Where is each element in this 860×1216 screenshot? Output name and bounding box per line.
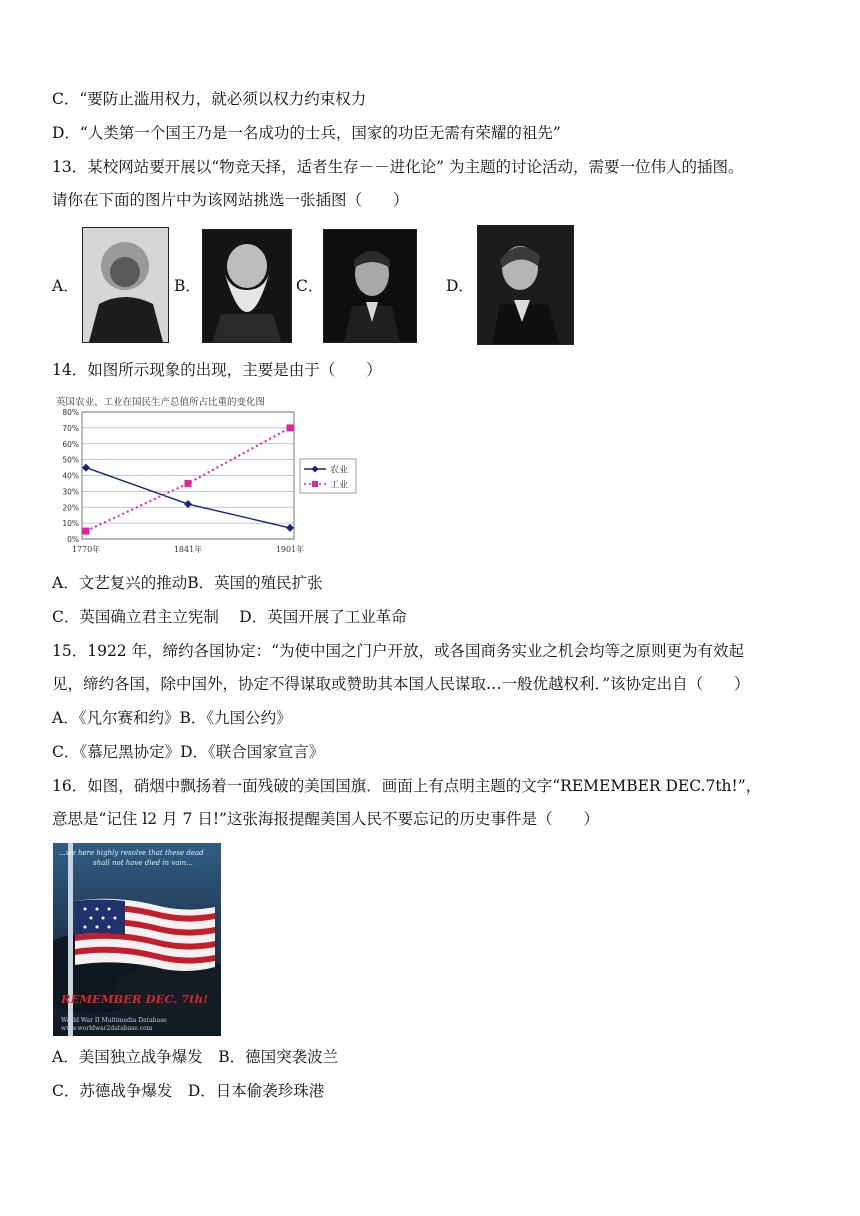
- poster-headline: REMEMBER DEC. 7th!: [61, 992, 209, 1006]
- poster-credit-line2: www.worldwar2database.com: [61, 1025, 153, 1032]
- poster-quote-line2: shall not have died in vain...: [93, 859, 193, 867]
- q13-label-c: C．: [296, 277, 324, 295]
- q14-options-ab: A．文艺复兴的推动B．英国的殖民扩张: [52, 574, 323, 592]
- q15-stem-line1: 15．1922 年，缔约各国协定：“为使中国之门户开放，或各国商务实业之机会均等之原则更为有效起: [52, 642, 745, 660]
- chart-title: 英国农业、工业在国民生产总值所占比重的变化图: [56, 397, 266, 408]
- q13-label-a: A．: [52, 277, 79, 295]
- q15-options-cd: C．《慕尼黑协定》D．《联合国家宣言》: [52, 743, 325, 761]
- q12-option-d: D．“人类第一个国王乃是一名成功的士兵，国家的功臣无需有荣耀的祖先”: [52, 124, 561, 142]
- chart-point: [185, 480, 192, 487]
- chart-x-tick-label: 1901年: [275, 545, 305, 554]
- chart-series-line-2: [86, 428, 290, 531]
- portrait-a-image: [82, 227, 169, 343]
- q14-stem: 14．如图所示现象的出现，主要是由于（ ）: [52, 361, 382, 379]
- q13-label-b: B．: [174, 277, 201, 295]
- portrait-d-image: [477, 225, 574, 345]
- chart-y-tick-label: 50%: [62, 455, 79, 465]
- q15-stem-line2: 见，缔约各国，除中国外，协定不得谋取或赞助其本国人民谋取…一般优越权利．”该协定出自（ ）: [52, 675, 750, 693]
- chart-y-tick-label: 20%: [62, 503, 79, 513]
- chart-x-tick-label: 1770年: [71, 545, 101, 554]
- chart-y-tick-label: 70%: [62, 423, 79, 433]
- chart-legend-label: 农业: [330, 465, 349, 476]
- pearl-harbor-poster: [53, 843, 221, 1036]
- chart-y-tick-label: 80%: [62, 408, 79, 417]
- chart-y-tick-label: 10%: [62, 519, 79, 529]
- portrait-a-drawing: [83, 228, 168, 342]
- chart-y-tick-label: 40%: [62, 471, 79, 481]
- chart-x-tick-label: 1841年: [173, 545, 203, 554]
- chart-y-tick-label: 0%: [67, 535, 79, 544]
- chart-y-tick-label: 60%: [62, 439, 79, 449]
- chart-svg: [52, 394, 372, 559]
- agri-industry-chart: [52, 394, 372, 559]
- chart-legend-label: 工业: [330, 480, 349, 491]
- poster-credit-line1: World War II Multimedia Database: [61, 1017, 167, 1024]
- q13-stem-line2: 请你在下面的图片中为该网站挑选一张插图（ ）: [52, 191, 409, 209]
- portrait-b-image: [202, 229, 292, 343]
- q16-options-cd: C．苏德战争爆发 D．日本偷袭珍珠港: [52, 1082, 325, 1100]
- portrait-d-drawing: [478, 226, 573, 344]
- poster-artwork: [53, 843, 221, 1036]
- q16-stem-line1: 16．如图，硝烟中飘扬着一面残破的美国国旗．画面上有点明主题的文字“REMEMBER DEC.7th!”，: [52, 777, 762, 795]
- portrait-c-drawing: [324, 230, 416, 342]
- chart-point: [286, 524, 294, 532]
- q14-options-cd: C．英国确立君主立宪制 D．英国开展了工业革命: [52, 608, 407, 626]
- portrait-b-drawing: [203, 230, 291, 342]
- q16-options-ab: A．美国独立战争爆发 B．德国突袭波兰: [52, 1048, 339, 1066]
- chart-point: [287, 424, 294, 431]
- chart-series-line-1: [86, 468, 290, 528]
- portrait-c-image: [323, 229, 417, 343]
- q16-stem-line2: 意思是“记住 l2 月 7 日!”这张海报提醒美国人民不要忘记的历史事件是（ ）: [52, 810, 599, 828]
- chart-point: [83, 528, 90, 535]
- chart-legend-marker: [312, 481, 318, 487]
- q15-options-ab: A．《凡尔赛和约》B．《九国公约》: [52, 709, 292, 727]
- q13-label-d: D．: [446, 277, 474, 295]
- poster-quote-line1: ...we here highly resolve that these dead: [59, 849, 204, 857]
- q13-stem-line1: 13．某校网站要开展以“物竞天择，适者生存－－进化论” 为主题的讨论活动，需要一位伟人的插图。: [52, 158, 744, 176]
- chart-y-tick-label: 30%: [62, 487, 79, 497]
- chart-point: [184, 500, 192, 508]
- chart-point: [82, 464, 90, 472]
- q12-option-c: C．“要防止滥用权力，就必须以权力约束权力: [52, 90, 367, 108]
